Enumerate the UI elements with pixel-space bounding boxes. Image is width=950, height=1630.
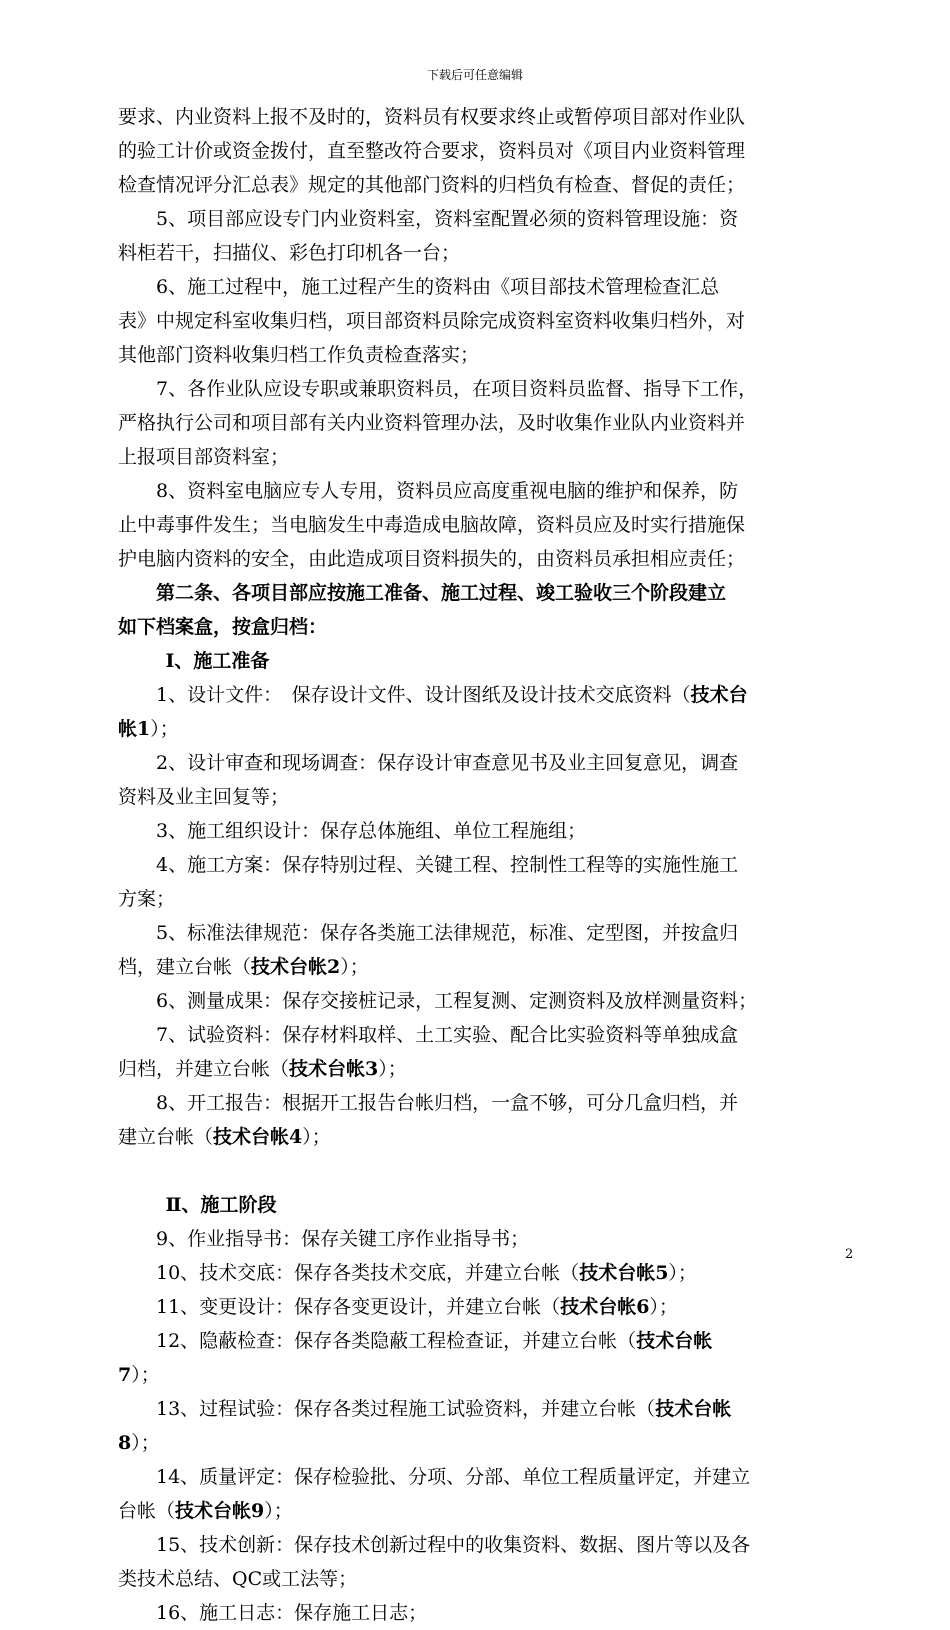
page-number: 2 bbox=[845, 1247, 854, 1262]
bold-text: 技术台帐2 bbox=[251, 956, 341, 978]
bold-text: 7 bbox=[118, 1364, 132, 1386]
line-text: 止中毒事件发生；当电脑发生中毒造成电脑故障，资料员应及时实行措施保 bbox=[118, 514, 746, 536]
text-line bbox=[118, 950, 850, 984]
text-line bbox=[118, 338, 850, 372]
text-line bbox=[118, 100, 850, 134]
line-text: 14、质量评定：保存检验批、分项、分部、单位工程质量评定，并建立 bbox=[156, 1466, 751, 1488]
bold-text: 8 bbox=[118, 1432, 132, 1454]
text-line bbox=[118, 1358, 850, 1392]
text-line bbox=[118, 202, 850, 236]
line-text: 表》中规定科室收集归档，项目部资料员除完成资料室资料收集归档外，对 bbox=[118, 310, 746, 332]
line-text: 7、试验资料：保存材料取样、土工实验、配合比实验资料等单独成盒 bbox=[156, 1024, 739, 1046]
line-text: 16、施工日志：保存施工日志； bbox=[156, 1602, 428, 1624]
text-line bbox=[118, 814, 850, 848]
line-text: 6、施工过程中，施工过程产生的资料由《项目部技术管理检查汇总 bbox=[156, 276, 720, 298]
text-line bbox=[118, 1392, 850, 1426]
text-line bbox=[118, 1460, 850, 1494]
line-text: 8、资料室电脑应专人专用，资料员应高度重视电脑的维护和保养，防 bbox=[156, 480, 739, 502]
text-line bbox=[118, 610, 850, 644]
line-tail: ）； bbox=[264, 1500, 293, 1522]
line-text: 5、项目部应设专门内业资料室，资料室配置必须的资料管理设施：资 bbox=[156, 208, 739, 230]
line-text: 6、测量成果：保存交接桩记录，工程复测、定测资料及放样测量资料； bbox=[156, 990, 758, 1012]
line-text: 类技术总结、QC或工法等； bbox=[118, 1568, 358, 1590]
line-text: 严格执行公司和项目部有关内业资料管理办法，及时收集作业队内业资料并 bbox=[118, 412, 746, 434]
line-tail: ）； bbox=[131, 1432, 160, 1454]
line-text: 2、设计审查和现场调查：保存设计审查意见书及业主回复意见，调查 bbox=[156, 752, 739, 774]
line-tail: ）； bbox=[649, 1296, 678, 1318]
text-line bbox=[118, 984, 850, 1018]
bold-text: 帐1 bbox=[118, 718, 151, 740]
line-text: 检查情况评分汇总表》规定的其他部门资料的归档负有检查、督促的责任； bbox=[118, 174, 746, 196]
bold-text: 技术台帐 bbox=[636, 1330, 713, 1352]
text-line bbox=[118, 1222, 850, 1256]
line-text: 9、作业指导书：保存关键工序作业指导书； bbox=[156, 1228, 530, 1250]
line-text: 1、设计文件： 保存设计文件、设计图纸及设计技术交底资料（ bbox=[156, 684, 691, 706]
text-line bbox=[118, 1528, 850, 1562]
line-text: 8、开工报告：根据开工报告台帐归档，一盒不够，可分几盒归档，并 bbox=[156, 1092, 739, 1114]
text-line bbox=[118, 1120, 850, 1154]
text-line bbox=[118, 1290, 850, 1324]
bold-text: 技术台 bbox=[690, 684, 748, 706]
text-line bbox=[118, 1018, 850, 1052]
text-line bbox=[118, 542, 850, 576]
document-body bbox=[118, 100, 850, 1630]
line-text: 3、施工组织设计：保存总体施组、单位工程施组； bbox=[156, 820, 587, 842]
line-tail: ）； bbox=[302, 1126, 331, 1148]
text-line bbox=[118, 134, 850, 168]
line-text: 5、标准法律规范：保存各类施工法律规范，标准、定型图，并按盒归 bbox=[156, 922, 739, 944]
line-tail: ）； bbox=[131, 1364, 160, 1386]
text-line bbox=[118, 474, 850, 508]
text-line bbox=[118, 1052, 850, 1086]
line-text: 如下档案盒，按盒归档： bbox=[118, 616, 328, 638]
text-line bbox=[118, 916, 850, 950]
text-line bbox=[118, 712, 850, 746]
text-line bbox=[118, 372, 850, 406]
line-text: 档，建立台帐（ bbox=[118, 956, 252, 978]
text-line bbox=[118, 508, 850, 542]
line-text: 4、施工方案：保存特别过程、关键工程、控制性工程等的实施性施工 bbox=[156, 854, 739, 876]
line-text: 7、各作业队应设专职或兼职资料员，在项目资料员监督、指导下工作， bbox=[156, 378, 758, 400]
text-line bbox=[118, 1324, 850, 1358]
text-line bbox=[118, 1188, 850, 1222]
line-text: 10、技术交底：保存各类技术交底，并建立台帐（ bbox=[156, 1262, 580, 1284]
line-text: Ⅱ、施工阶段 bbox=[165, 1194, 277, 1216]
line-text: 的验工计价或资金拨付，直至整改符合要求，资料员对《项目内业资料管理 bbox=[118, 140, 746, 162]
line-text: 13、过程试验：保存各类过程施工试验资料，并建立台帐（ bbox=[156, 1398, 656, 1420]
text-line bbox=[118, 440, 850, 474]
text-line bbox=[118, 576, 850, 610]
bold-text: 技术台帐5 bbox=[579, 1262, 669, 1284]
text-line bbox=[118, 304, 850, 338]
text-line bbox=[118, 1086, 850, 1120]
line-text: 15、技术创新：保存技术创新过程中的收集资料、数据、图片等以及各 bbox=[156, 1534, 751, 1556]
text-line bbox=[118, 1426, 850, 1460]
bold-text: 技术台帐3 bbox=[289, 1058, 379, 1080]
text-line bbox=[118, 644, 850, 678]
text-line bbox=[118, 678, 850, 712]
line-text: 第二条、各项目部应按施工准备、施工过程、竣工验收三个阶段建立 bbox=[156, 582, 727, 604]
line-text: 台帐（ bbox=[118, 1500, 176, 1522]
line-tail: ）； bbox=[378, 1058, 407, 1080]
text-line bbox=[118, 848, 850, 882]
line-text: 护电脑内资料的安全，由此造成项目资料损失的，由资料员承担相应责任； bbox=[118, 548, 746, 570]
line-text: 要求、内业资料上报不及时的，资料员有权要求终止或暂停项目部对作业队 bbox=[118, 106, 746, 128]
line-tail: ）； bbox=[340, 956, 369, 978]
text-line bbox=[118, 1154, 850, 1188]
text-line bbox=[118, 270, 850, 304]
line-text: 上报项目部资料室； bbox=[118, 446, 290, 468]
text-line bbox=[118, 882, 850, 916]
line-text: Ⅰ、施工准备 bbox=[165, 650, 270, 672]
line-tail: ）； bbox=[668, 1262, 697, 1284]
text-line bbox=[118, 1256, 850, 1290]
text-line bbox=[118, 746, 850, 780]
text-line bbox=[118, 168, 850, 202]
bold-text: 技术台帐 bbox=[655, 1398, 732, 1420]
text-line bbox=[118, 236, 850, 270]
line-text: 其他部门资料收集归档工作负责检查落实； bbox=[118, 344, 480, 366]
text-line bbox=[118, 1562, 850, 1596]
line-text: 归档，并建立台帐（ bbox=[118, 1058, 290, 1080]
line-text: 方案； bbox=[118, 888, 176, 910]
text-line bbox=[118, 406, 850, 440]
line-text: 11、变更设计：保存各变更设计，并建立台帐（ bbox=[156, 1296, 561, 1318]
text-line bbox=[118, 1494, 850, 1528]
line-text: 建立台帐（ bbox=[118, 1126, 214, 1148]
page-header: 下载后可任意编辑 bbox=[426, 68, 523, 82]
line-tail: ）； bbox=[150, 718, 179, 740]
bold-text: 技术台帐6 bbox=[560, 1296, 650, 1318]
line-text: 12、隐蔽检查：保存各类隐蔽工程检查证，并建立台帐（ bbox=[156, 1330, 637, 1352]
bold-text: 技术台帐4 bbox=[213, 1126, 303, 1148]
bold-text: 技术台帐9 bbox=[175, 1500, 265, 1522]
text-line bbox=[118, 1596, 850, 1630]
line-text: 料柜若干，扫描仪、彩色打印机各一台； bbox=[118, 242, 461, 264]
text-line bbox=[118, 780, 850, 814]
line-text: 资料及业主回复等； bbox=[118, 786, 290, 808]
